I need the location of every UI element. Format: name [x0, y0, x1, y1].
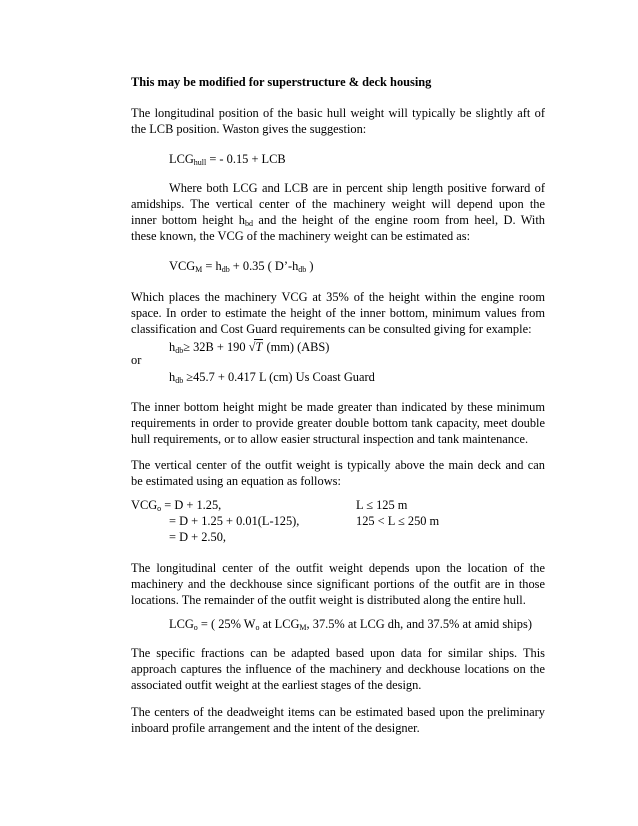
text-line: inner bottom height $h_{bd}$ and the height of the engine room from heel, D. With [131, 213, 546, 228]
section-heading: This may be modified for superstructure & deck housing [131, 75, 432, 89]
text-line: The longitudinal position of the basic hull weight will typically be slightly aft of [131, 106, 545, 120]
text-line: The inner bottom height might be made greater than indicated by these minimum [131, 400, 545, 414]
equation-lcg-outfit: $LCG_o$ = ( 25% $W_o$ at $LCG_M$, 37.5% at LCG dh, and 37.5% at amid ships) [169, 617, 532, 632]
text-line: The vertical center of the outfit weight is typically above the main deck and can [131, 458, 545, 472]
text-line: Which places the machinery VCG at 35% of the height within the engine room [131, 290, 545, 304]
text-line: space. In order to estimate the height of the inner bottom, minimum values from [131, 306, 545, 320]
equation-row: $VCG_o = D + 1.25$, [131, 498, 222, 513]
text-line: these known, the VCG of the machinery weight can be estimated as: [131, 229, 471, 243]
text-line: amidships. The vertical center of the machinery weight will depend upon the [131, 197, 545, 211]
or-text: or [131, 353, 142, 367]
equation-row: = D + 2.50, [169, 530, 226, 544]
radicand: T [255, 340, 263, 354]
text-line: hull requirements, or to allow easier structural inspection and tank maintenance. [131, 432, 529, 446]
text-line: machinery and the deckhouse since significant portions of the outfit are in those [131, 577, 545, 591]
text-line: the LCB position. Waston gives the suggestion: [131, 122, 367, 136]
equation-row: = D + 1.25 + 0.01(L-125), [169, 514, 300, 528]
text-line: classification and Cost Guard requirements can be consulted giving for example: [131, 322, 532, 336]
text-line: inboard profile arrangement and the intent of the designer. [131, 721, 420, 735]
equation-vcg-machinery: $VCG_M = h_{db} + 0.35$ ( $D’-h_{db}$ ) [169, 259, 314, 274]
text-line: locations. The remainder of the outfit weight is distributed along the entire hull. [131, 593, 526, 607]
equation-hdb-uscg: $h_{db} \ge 45.7 + 0.417$ L (cm) Us Coast Guard [169, 370, 375, 385]
text-line: Where both LCG and LCB are in percent ship length positive forward of [169, 181, 545, 195]
text-line: The centers of the deadweight items can be estimated based upon the preliminary [131, 705, 545, 719]
text-line: be estimated using an equation as follows: [131, 474, 341, 488]
text-line: approach captures the influence of the machinery and deckhouse locations on the [131, 662, 545, 676]
text-line: The specific fractions can be adapted based upon data for similar ships. This [131, 646, 545, 660]
text-line: requirements in order to provide greater double bottom tank capacity, meet double [131, 416, 545, 430]
equation-condition: 125 < L ≤ 250 m [356, 514, 440, 528]
text-line: The longitudinal center of the outfit weight depends upon the location of the [131, 561, 545, 575]
radical-sign: √ [248, 340, 256, 354]
equation-condition: L ≤ 125 m [356, 498, 408, 512]
text-line: associated outfit weight at the earliest stages of the design. [131, 678, 422, 692]
equation-lcg-hull: $LCG_{hull}$ = - 0.15 + LCB [169, 152, 286, 167]
equation-hdb-abs: $h_{db}\ge 32B + 190$ √T (mm) (ABS) [169, 340, 330, 355]
